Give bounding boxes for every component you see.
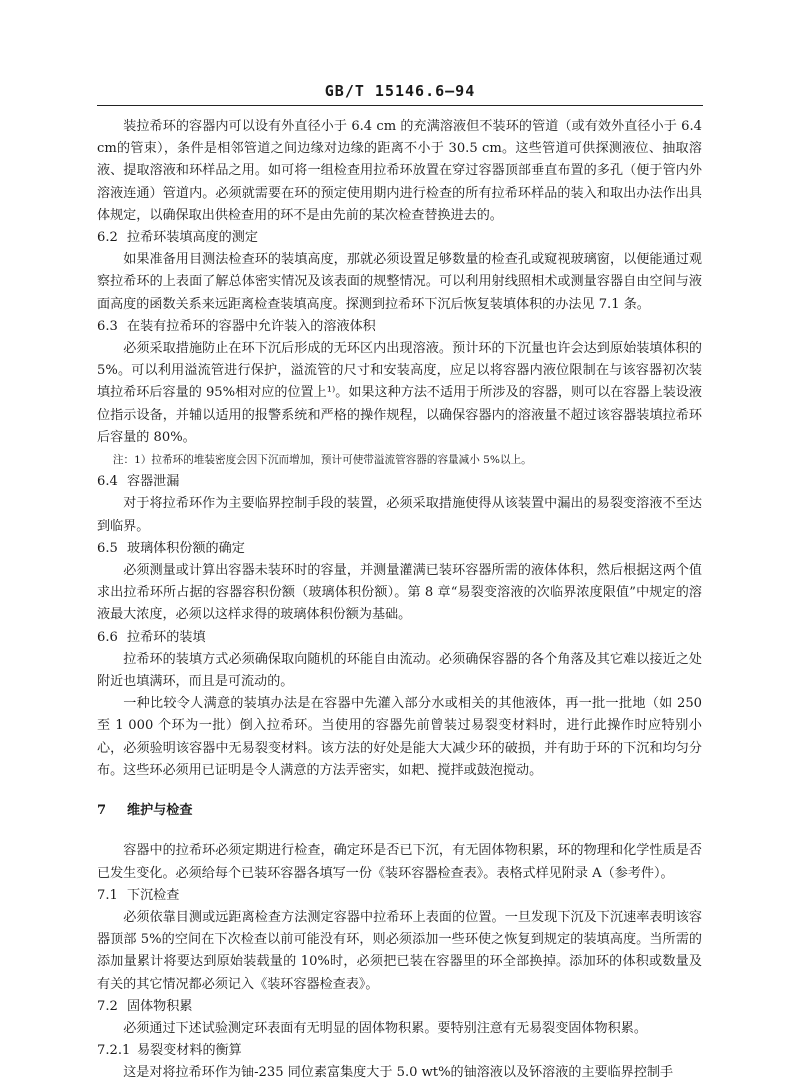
standard-number-header: GB/T 15146.6—94 bbox=[324, 82, 476, 100]
paragraph: 拉希环的装填方式必须确保取向随机的环能自由流动。必须确保容器的各个角落及其它难以接近之处附近也填满环，而且是可流动的。 bbox=[97, 651, 702, 690]
paragraph: 如果准备用目测法检查环的装填高度，那就必须设置足够数量的检查孔或窥视玻璃窗，以便能通过观察拉希环的上表面了解总体密实情况及该表面的规整情况。可以利用射线照相术或测量容器自由空间与液面高度的函数关系来远距离检查装填高度。探测到拉希环下沉后恢复装填体积的办法见 7.1 条。 bbox=[97, 252, 702, 312]
section-spacer bbox=[97, 822, 702, 840]
heading-number: 7.2.1 bbox=[97, 1043, 131, 1059]
subsection-heading bbox=[97, 627, 702, 649]
heading-number: 6.2 bbox=[97, 230, 118, 246]
section-heading bbox=[97, 800, 702, 822]
heading-text: 在装有拉希环的容器中允许装入的溶液体积 bbox=[127, 318, 376, 334]
subsection-heading bbox=[97, 316, 702, 338]
paragraph: 必须测量或计算出容器未装环时的容量，并测量灌满已装环容器所需的液体体积，然后根据这两个值求出拉希环所占据的容器容积份额（玻璃体积份额）。第 8 章“易裂变溶液的次临界浓度限值”中规定的溶液最大浓度，必须以这样求得的玻璃体积份额为基础。 bbox=[97, 563, 702, 623]
paragraph: 装拉希环的容器内可以设有外直径小于 6.4 cm 的充满溶液但不装环的管道（或有效外直径小于 6.4 cm的管束），条件是相邻管道之间边缘对边缘的距离不小于 30.5 cm。这些管道可供探测液位、抽取溶液、提取溶液和环样品之用。如可将一组检查用拉希环放置在穿过容器顶部垂直布置的多孔（便于管内外溶液连通）管道内。必须就需要在环的预定使用期内进行检查的所有拉希环样品的装入和取出办法作出具体规定，以确保取出供检查用的环不是由先前的某次检查替换进去的。 bbox=[97, 119, 702, 223]
subsection-heading bbox=[97, 996, 702, 1018]
heading-text: 固体物积累 bbox=[127, 998, 193, 1014]
heading-number: 7.1 bbox=[97, 887, 118, 903]
footnote: 注：1）拉希环的堆装密度会因下沉而增加，预计可使带溢流管容器的容量减小 5%以上。 bbox=[112, 454, 532, 467]
heading-text: 拉希环装填高度的测定 bbox=[127, 230, 258, 246]
heading-text: 易裂变材料的衡算 bbox=[137, 1043, 242, 1059]
subsection-heading bbox=[97, 471, 702, 493]
paragraph: 必须采取措施防止在环下沉后形成的无环区内出现溶液。预计环的下沉量也许会达到原始装填体积的 5%。可以利用溢流管进行保护，溢流管的尺寸和安装高度，应足以将容器内液位限制在与该容器初次装填拉希环后容量的 95%相对应的位置上¹⁾。如果这种方法不适用于所涉及的容器，则可以在容器上装设液位指示设备，并辅以适用的报警系统和严格的操作规程，以确保容器内的溶液量不超过该容器装填拉希环后容量的 80%。 bbox=[97, 341, 702, 445]
heading-text: 容器泄漏 bbox=[127, 474, 180, 490]
heading-number: 7.2 bbox=[97, 998, 118, 1014]
paragraph: 这是对将拉希环作为铀-235 同位素富集度大于 5.0 wt%的铀溶液以及钚溶液的主要临界控制手 bbox=[123, 1065, 674, 1081]
paragraph: 一种比较令人满意的装填办法是在容器中先灌入部分水或相关的其他液体，再一批一批地（如 250 至 1 000 个环为一批）倒入拉希环。当使用的容器先前曾装过易裂变材料时，进行此操作时应特别小心，必须验明该容器中无易裂变材料。该方法的好处是能大大减少环的破损，并有助于环的下沉和均匀分布。这些环必须用已证明是令人满意的方法弄密实，如耙、搅拌或鼓泡搅动。 bbox=[97, 696, 702, 778]
heading-text: 维护与检查 bbox=[127, 803, 193, 819]
paragraph: 对于将拉希环作为主要临界控制手段的装置，必须采取措施使得从该装置中漏出的易裂变溶液不至达到临界。 bbox=[97, 496, 702, 534]
heading-number: 7 bbox=[97, 803, 107, 819]
subsection-heading bbox=[97, 227, 702, 249]
heading-number: 6.6 bbox=[97, 629, 118, 645]
heading-number: 6.4 bbox=[97, 474, 118, 490]
paragraph: 必须通过下述试验测定环表面有无明显的固体物积累。要特别注意有无易裂变固体物积累。 bbox=[123, 1020, 647, 1036]
document-body bbox=[97, 116, 702, 1085]
subsection-heading bbox=[97, 538, 702, 560]
paragraph: 容器中的拉希环必须定期进行检查，确定环是否已下沉，有无固体物积累，环的物理和化学性质是否已发生变化。必须给每个已装环容器各填写一份《装环容器检查表》。表格式样见附录 A（参考件）。 bbox=[97, 843, 702, 881]
heading-number: 6.3 bbox=[97, 318, 118, 334]
header-rule bbox=[97, 105, 703, 106]
heading-number: 6.5 bbox=[97, 540, 118, 556]
subsection-heading bbox=[97, 1040, 702, 1062]
heading-text: 下沉检查 bbox=[127, 887, 180, 903]
paragraph: 必须依靠目测或远距离检查方法测定容器中拉希环上表面的位置。一旦发现下沉及下沉速率表明该容器顶部 5%的空间在下次检查以前可能没有环，则必须添加一些环使之恢复到规定的装填高度。当所需的添加量累计将要达到原始装载量的 10%时，必须把已装在容器里的环全部换掉。添加环的体积或数量及有关的其它情况都必须记入《装环容器检查表》。 bbox=[97, 909, 702, 992]
heading-text: 拉希环的装填 bbox=[127, 629, 206, 645]
subsection-heading bbox=[97, 885, 702, 907]
section-spacer bbox=[97, 782, 702, 800]
heading-text: 玻璃体积份额的确定 bbox=[127, 540, 245, 556]
